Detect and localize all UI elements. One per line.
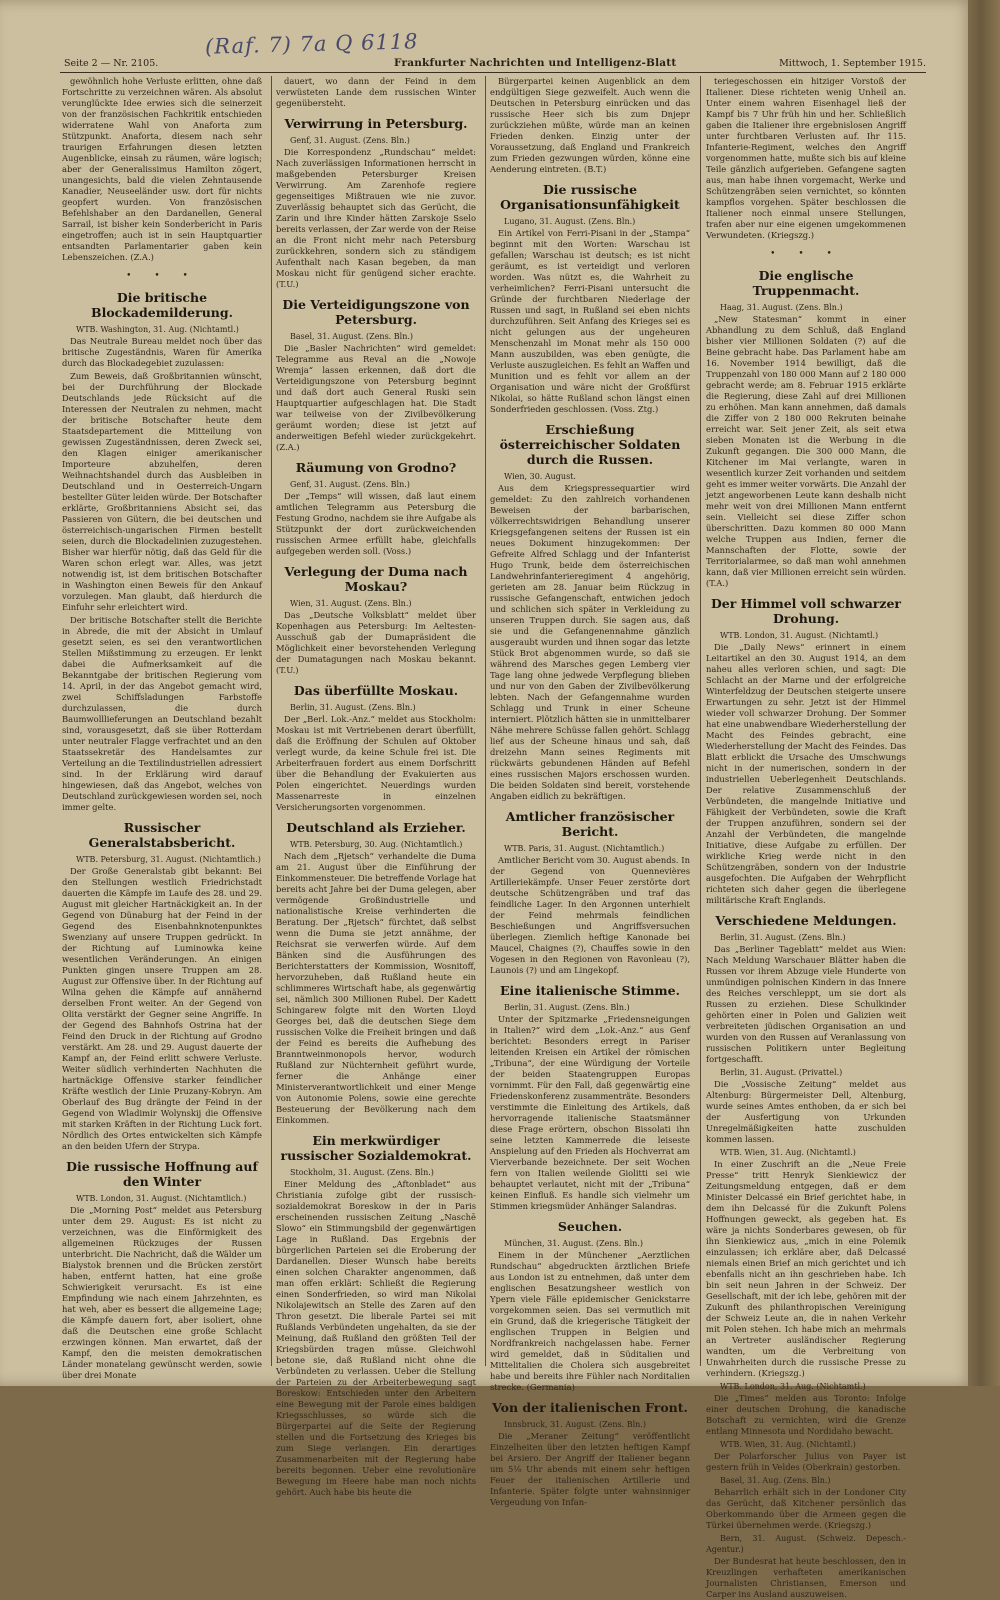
- article-text: Beharrlich erhält sich in der Londoner City das Gerücht, daß Kitchener persönlich das Oberkommando über die Armeen gegen die Türkei übernehmen werde. (Kriegszg.): [706, 1487, 906, 1530]
- headline: Das überfüllte Moskau.: [293, 683, 459, 698]
- headline: Erschießung österreichischer Soldaten durch die Russen.: [499, 422, 681, 467]
- dateline: Innsbruck, 31. August. (Zens. Bln.): [504, 1420, 646, 1429]
- headline: Russischer Generalstabsbericht.: [88, 820, 236, 850]
- handwritten-archive-note: (Raf. 7) 7a Q 6118: [204, 29, 419, 59]
- dateline: Basel, 31. August. (Zens. Bln.): [290, 332, 414, 341]
- article-text: teriegeschossen ein hitziger Vorstoß der Italiener. Diese richteten wenig Unheil an. Unter einem wahren Eisenhagel ließ der Kampf bis 7 Uhr früh hin und her. Schließlich gaben die Italiener ihre ergebnislosen Angriff unter furchtbaren Verlusten auf. Ihr 115. Infanterie-Regiment, welches den Angriff vorgenommen hatte, mußte sich bis auf kleine Teile gänzlich aufgerieben. Gefangene sagten aus, man habe ihnen vorgemacht, Werke und Schützengräben seien vernichtet, so könnten kampflos vorgehen. Später beschlossen die Italiener noch einmal unsere Stellungen, trafen aber nur eine eigenen umgekommenen Verwundeten. (Kriegszg.): [706, 76, 906, 240]
- headline: Eine italienische Stimme.: [500, 983, 680, 998]
- article-text: Ein Artikel von Ferri-Pisani in der „Stampa“ beginnt mit den Worten: Warschau ist gefallen; Warschau ist deutsch; es ist nicht geräumt, es ist verteidigt und verloren worden. Was nützt es, die Wahrheit zu verheimlichen? Ferri-Pisani untersucht die Gründe der furchtbaren Niederlage der Russen und sagt, in Rußland sei eben nichts durchzuführen. Seit Anfang des Krieges sei es nicht gelungen aus der ungeheuren Menschenzahl im Monat mehr als 150 000 Mann auszubilden, was eben genügte, die Verluste auszugleichen. Es fehlt an Waffen und Munition und es fehlt vor allem an der Organisation und wäre nicht der Großfürst Nikolai, so hätte Rußland schon längst einen Sonderfrieden geschlossen. (Voss. Ztg.): [490, 228, 690, 414]
- dateline: WTB. Petersburg, 30. Aug. (Nichtamtlich.): [290, 840, 463, 849]
- article-text: Der „Temps“ will wissen, daß laut einem amtlichen Telegramm aus Petersburg die Festung Grodno, nachdem sie ihre Aufgabe als Stützpunkt der dort zurückweichenden russischen Armee erfüllt habe, gleichfalls aufgegeben werden soll. (Voss.): [276, 491, 476, 556]
- column-1: [62, 76, 262, 1380]
- column-4: [706, 76, 906, 1599]
- dateline: WTB. Wien, 31. Aug. (Nichtamtl.): [720, 1148, 856, 1157]
- article-text: Einer Meldung des „Aftonbladet“ aus Christiania zufolge gibt der russisch-sozialdemokrat Boreskow in der in Paris erscheinenden russischen Zeitung „Naschē Slowo“ ein Stimmungsbild der gegenwärtigen Lage in Rußland. Das Ergebnis der bürgerlichen Parteien sei die Eroberung der Dardanellen. Dieser Wunsch habe bereits einen solchen Charakter angenommen, daß man offen erklärt: Schließt die Regierung einen Sonderfrieden, so wird man Nikolai Nikolajewitsch an Stelle des Zaren auf den Thron gesetzt. Die liberale Partei sei mit Rußlands Verbündeten ungehalten, da sie der Meinung, daß Rußland den größten Teil der Kriegsbürden tragen müsse. Gleichwohl betone sie, daß Rußland nicht ohne die Verbündeten zu verlassen. Ueber die Stellung der Parteien zu der Arbeiterbewegung sagt Boreskow: Entschieden unter den Arbeitern eine Bewegung mit der Parole eines baldigen Kriegsschlusses, so würde sich die Bürgerpartei auf die Seite der Regierung stellen und die Fortsetzung des Krieges bis zum Siege verlangen. Ein derartiges Zusammenarbeiten mit der Regierung habe bereits begonnen. Ueber eine revolutionäre Bewegung im Heere habe man noch nichts gehört. Auch habe bis heute die: [276, 1179, 476, 1497]
- dateline: Berlin, 31. August. (Privattel.): [720, 1068, 843, 1077]
- newspaper-title: Frankfurter Nachrichten und Intelligenz-Blatt: [394, 57, 677, 69]
- dateline: Genf, 31. August. (Zens. Bln.): [290, 136, 410, 145]
- article-text: In einer Zuschrift an die „Neue Freie Presse“ tritt Henryk Sienkiewicz der Zeitungsmeldung entgegen, daß er dem Minister Delcassé ein Brief gerichtet habe, in dem ihn Delcassé für die Zukunft Polens Hoffnungen geweckt, als gegeben hat. Es wäre ja nichts Sonderbares gewesen, ob für ihn Sienkiewicz aus, „mich in eine Polemik einzulassen; ich erkläre aber, daß Delcassé niemals einen Brief an mich gerichtet und ich ebenfalls nicht an ihn geschrieben habe. Ich bin seit neun Jahren in der Schweiz. Der Gesellschaft, mit der ich lebe, gehören mit der Zukunft des philanthropischen Vereinigung der Schweiz Leute an, die in nahen Verkehr mit Polen stehen. Ich habe mich an mehrmals an Vertreter ausländischer Regierung wandten, um die Verbreitung von Unwahrheiten durch die russische Presse zu verhindern. (Kriegszg.): [706, 1159, 906, 1378]
- dateline: Wien, 30. August.: [504, 472, 576, 481]
- article-text: Der Polarforscher Julius von Payer ist gestern früh in Veldes (Oberkrain) gestorben.: [706, 1451, 906, 1472]
- article-text: Das Neutrale Bureau meldet noch über das britische Zugeständnis, Waren für Amerika durch das Blockadegebiet zuzulassen:: [62, 336, 262, 368]
- article-text: Das „Berliner Tageblatt“ meldet aus Wien: Nach Meldung Warschauer Blätter haben die Russen vor ihrem Abzuge viele Hunderte von unmündigen polnischen Kindern in das Innere des Reiches verschleppt, um sie dort als Russen zu erziehen. Diese Schulkinder gehörten einer in Polen und Galizien weit verbreiteten jüdischen Organisation an und wurden von den Russen auf Veranlassung von russischen Politikern unter Begleitung fortgeschafft.: [706, 944, 906, 1064]
- article-text: Bürgerpartei keinen Augenblick an dem endgültigen Siege gezweifelt. Auch wenn die Deutschen in Petersburg einrücken und das russische Heer sich bis zum Dnjepr zurückziehen müßte, würde man an keinen Frieden denken. Einzig unter der Voraussetzung, daß England und Frankreich zum Frieden gezwungen würden, könne eine Aenderung eintreten. (B.T.): [490, 76, 690, 174]
- article-text: Der Bundesrat hat heute beschlossen, den in Kreuzlingen verhafteten amerikanischen Journalisten Christiansen, Emerson und Carper ins Ausland auszuweisen.: [706, 1556, 906, 1599]
- dateline: Wien, 31. August. (Zens. Bln.): [290, 599, 412, 608]
- dateline: WTB. Washington, 31. Aug. (Nichtamtl.): [76, 325, 239, 334]
- dateline: WTB. London, 31. Aug. (Nichtamtl.): [720, 1382, 866, 1391]
- article-text: Der „Berl. Lok.-Anz.“ meldet aus Stockholm: Moskau ist mit Vertriebenen derart überfüllt, daß die Eröffnung der Schulen auf Oktober verlegt wurde, da keine Schule frei ist. Die Arbeiterfrauen fordert aus einem Dorfschritt über die Behandlung der Evakuierten aus Polen eingerichtet. Neuerdings wurden Massenarreste in einzelnen Versicherungsorten vorgenommen.: [276, 714, 476, 812]
- article-text: gewöhnlich hohe Verluste erlitten, ohne daß Fortschritte zu verzeichnen wären. Als absolut verunglückte Idee erwies sich die seinerzeit von der französischen Fachkritik entschieden widerratene Wahl von Anaforta zum Stützpunkt. Anaforta, diesem nach sehr traurigen Erfahrungen diesen letzten Augenblicke, einsah zu räumen, wäre logisch; aber der Generalissimus Hamilton zögert, unangesichts, bald die vielen Zehntausende Kanadier, Neuseeländer usw. dort für nichts geopfert wurden. Von französischen Befehlshaber an den Dardanellen, General Sarrail, ist bisher kein Sonderbericht in Paris eingetroffen; auch ist in sein Hauptquartier entsandten Parlamentarier gaben kein Lebenszeichen. (Z.A.): [62, 76, 262, 262]
- article-text: dauert, wo dann der Feind in dem verwüsteten Lande dem russischen Winter gegenübersteht.: [276, 76, 476, 108]
- headline: Verlegung der Duma nach Moskau?: [284, 564, 468, 594]
- article-text: „New Statesman“ kommt in einer Abhandlung zu dem Schluß, daß England bisher vier Millionen Soldaten (?) auf die Beine gebracht habe. Das Parlament habe am 16. November 1914 bewilligt, daß die Truppenzahl von 180 000 Mann auf 2 180 000 gebracht werde; am 8. Februar 1915 erklärte die Regierung, diese Zahl auf drei Millionen zu erhöhen. Man kann annehmen, daß damals die Ziffer von 2 180 000 Rekruten beinahe erreicht war. Seit jener Zeit, als seit etwa sieben Monaten ist die Werbung in die Zukunft gegangen. Die 300 000 Mann, die Kitchener im Mai verlangte, waren in wesentlich kurzer Zeit vorhanden und seitdem geht es immer weiter vorwärts. Die Anzahl der jetzt angeworbenen Leute kann deshalb nicht mehr weit von drei Millionen Mann entfernt sein. Vielleicht sei diese Ziffer schon überschritten. Dazu kommen 80 000 Mann welche Truppen aus Indien, ferner die Mannschaften der Flotte, sowie der Territorialarmee, so daß man wohl annehmen kann, daß vier Millionen erreicht sein würden. (T.A.): [706, 314, 906, 588]
- dateline: Berlin, 31. August. (Zens. Bln.): [290, 703, 416, 712]
- dateline: Stockholm, 31. August. (Zens. Bln.): [290, 1168, 434, 1177]
- headline: Die britische Blockademilderung.: [91, 290, 233, 320]
- headline: Die russische Hoffnung auf den Winter: [66, 1159, 258, 1189]
- dateline: WTB. London, 31. August. (Nichtamtl.): [720, 631, 879, 640]
- dateline: Genf, 31. August. (Zens. Bln.): [290, 480, 410, 489]
- article-text: Die „Vossische Zeitung“ meldet aus Altenburg: Bürgermeister Dell, Altenburg, wurde seines Amtes enthoben, da er sich bei der Ausfertigung von Urkunden Unregelmäßigkeiten hatte zuschulden kommen lassen.: [706, 1079, 906, 1144]
- headline: Die englische Truppenmacht.: [752, 268, 860, 298]
- headline: Von der italienischen Front.: [492, 1400, 688, 1415]
- binding-edge: [968, 0, 1000, 1386]
- headline: Verschiedene Meldungen.: [715, 913, 897, 928]
- article-text: Die „Meraner Zeitung“ veröffentlicht Einzelheiten über den letzten heftigen Kampf bei Arsiero. Der Angriff der Italiener begann um 5⅛ Uhr abends mit einem sehr heftigen Feuer der italienischen Artillerie und Infanterie. Später folgte unter wahnsinniger Vergeudung von Infan-: [490, 1431, 690, 1507]
- article-text: Unter der Spitzmarke „Friedensneigungen in Italien?“ wird dem „Lok.-Anz.“ aus Genf berichtet: Besonders erregt in Pariser leitenden Kreisen ein Artikel der römischen „Tribuna“, der eine Würdigung der Vorteile der beiden Staatengruppen Europas vornimmt. Für den Fall, daß gegenwärtig eine Friedenskonferenz zusammenträte. Besonders verstimmte die Einleitung des Artikels, daß hervorragende italienische Staatsmänner diese Frage erörtern, obschon Bissolati ihn seine letzten Kammerrede die leiseste Anspielung auf den Frieden als Hochverrat am Vierverbande bezeichnete. Der seit Wochen fern von Italien weilende Giolitti sei wie behauptet verlautet, nicht mit der „Tribuna“ keinen Einfluß. Es handle sich vielmehr um Stimmen kriegsmüder Anhänger Salandras.: [490, 1014, 690, 1211]
- separator: • • •: [126, 271, 198, 281]
- dateline: Haag, 31. August. (Zens. Bln.): [720, 303, 843, 312]
- article-text: Die „Daily News“ erinnert in einem Leitartikel an den 30. August 1914, an dem naheu alles verloren schien, und sagt: Die Schlacht an der Marne und der erfolgreiche Winterfeldzug der Deutschen steigerte unsere Erwartungen zu sehr. Jetzt ist der Himmel wieder voll schwarzer Drohung. Der Sommer hat eine unabwendbare Wiederherstellung der Macht des Feindes gebracht, eine Wiederherstellung der Macht des Feindes. Das Blatt erblickt die Ursache des Umschwungs nicht in der numerischen, sondern in der industriellen Ueberlegenheit Deutschlands. Der relative Zusammenschluß der Verbündeten, die mangelnde Initiative und Fähigkeit der Verbündeten, sowie die Kraft der Truppen anzuführen, sondern sei der Anzahl der Verbündeten, die mangelnde Initiative, diese Aufgabe zu erfüllen. Der wirkliche Krieg werde nicht in den Schützengräben, sondern von der Industrie ausgefochten. Die Aufgaben der Wehrpflicht richteten sich daher gegen die überlegene militärische Kraft Englands.: [706, 642, 906, 905]
- column-rule: [485, 76, 486, 1366]
- header-rule: [60, 72, 926, 73]
- article-text: Das „Deutsche Volksblatt“ meldet über Kopenhagen aus Petersburg: Im Aeltesten-Ausschuß gab der Dumapräsident die Möglichkeit einer bevorstehenden Verlegung der Dumatagungen nach Moskau bekannt. (T.U.): [276, 610, 476, 675]
- article-text: Die Korrespondenz „Rundschau“ meldet: Nach zuverlässigen Informationen herrscht in maßgebenden Petersburger Kreisen Verwirrung. Am Zarenhofe regiere gegenseitiges Mißtrauen wie nie zuvor. Zuverlässig behauptet sich das Gerücht, die Zarin und ihre Kinder hätten Zarskoje Sselo bereits verlassen, der Zar werde von der Reise an die Front nicht mehr nach Petersburg zurückkehren, sondern sich zu ständigem Aufenthalt nach Kasan begeben, da man Moskau nicht für genügend sicher erachte. (T.U.): [276, 147, 476, 289]
- dateline: WTB. Paris, 31. August. (Nichtamtlich.): [504, 844, 665, 853]
- dateline: WTB. Petersburg, 31. August. (Nichtamtlich.): [76, 855, 261, 864]
- dateline: Bern, 31. August. (Schweiz. Depesch.-Agentur.): [706, 1534, 906, 1554]
- column-rule: [271, 76, 272, 1366]
- headline: Die russische Organisationsunfähigkeit: [500, 182, 680, 212]
- headline: Seuchen.: [557, 1219, 623, 1234]
- separator: • • •: [770, 249, 842, 259]
- article-text: Der britische Botschafter stellt die Berichte in Abrede, die mit der Absicht in Umlauf gesetzt seien, es sei den verantwortlichen Stellen Mißstimmung zu erzeugen. Er lenkt dabei die Aufmerksamkeit auf die Bekanntgabe der britischen Regierung vom 14. April, in der das Angebot gemacht wird, zwei Schiffsladungen Farbstoffe durchzulassen, die durch Baumwolllieferungen an Deutschland bezahlt sind, vorausgesetzt, daß sie über Rotterdam unter neutraler Flagge verfrachtet und an den Staatssekretär des Handelsamtes zur Verteilung an die Textilindustriellen adressiert sind. In der Erklärung wird darauf hingewiesen, daß das Angebot, welches von Deutschland zurückgewiesen worden sei, noch immer gelte.: [62, 615, 262, 812]
- article-text: Die „Morning Post“ meldet aus Petersburg unter dem 29. August: Es ist nicht zu verzeichnen, was die Einförmigkeit des allgemeinen Rückzuges der Russen unterbricht. Die Nachricht, daß die Wälder um Bialystok brennen und die Brücken zerstört haben, entfernt hatten, hat eine große Schwierigkeit verursacht. Es ist eine Empfindung wie nach einem Jahrzehnten, es hat weh, aber es bessert die allgemeine Lage; die Kämpfe dauern fort, aber isoliert, ohne daß die Deutschen eine große Schlacht erzwingen können. Man erwartet, daß der Kampf, den die meisten demokratischen Länder monatelang gewünscht werden, sowie über drei Monate: [62, 1205, 262, 1380]
- dateline: Berlin, 31. August. (Zens. Bln.): [504, 1003, 630, 1012]
- headline: Deutschland als Erzieher.: [286, 820, 466, 835]
- dateline: München, 31. August. (Zens. Bln.): [504, 1239, 643, 1248]
- article-text: Der Große Generalstab gibt bekannt: Bei den Stellungen westlich Friedrichstadt dauerten die Kämpfe im Laufe des 28. und 29. August mit gleicher Hartnäckigkeit an. In der Gegend von Dünaburg hat der Feind in der Gegend des Eisenbahnknotenpunktes Swenziany auf unsere Truppen gedrückt. In der Richtung auf Luminowka keine wesentlichen Veränderungen. An einigen Punkten gingen unsere Truppen am 28. August zur Offensive über. In der Richtung auf Wilna gehen die Kämpfe auf annähernd derselben Front weiter. An der Gegend von Olita verstärkt der Gegner seine Angriffe. In der Gegend des Bahnhofs Ostrina hat der Feind den Druck in der Richtung auf Grodno verstärkt. Am 28. und 29. August dauerte der Kampf an, der Feind erlitt schwere Verluste. Weiter südlich verhinderten Nachhuten die hartnäckige Offensive starker feindlicher Kräfte westlich der Linie Pruzany-Kobryn. Am Oberlauf des Bug drängte der Feind in der Gegend von Wladimir Wolynskij die Offensive mit starken Kräften in der Richtung Luck fort. Nördlich des Ortes entwickelten sich Kämpfe an den beiden Ufern der Strypa.: [62, 866, 262, 1151]
- column-2: [276, 76, 476, 1497]
- dateline: WTB. Wien, 31. Aug. (Nichtamtl.): [720, 1440, 856, 1449]
- article-text: Zum Beweis, daß Großbritannien wünscht, bei der Durchführung der Blockade Deutschlands jede Rücksicht auf die Interessen der Neutralen zu nehmen, macht der britische Botschafter heute dem Staatsdepartement die Mitteilung von gewissen Zugeständnissen, deren Zweck sei, den Klagen einiger amerikanischer Importeure abzuhelfen, deren Weihnachtshandel durch das Ausbleiben in Deutschland und in Oesterreich-Ungarn bestellter Güter leiden würde. Der Botschafter erklärte, Großbritanniens Absicht sei, das Passieren von Gütern, die bei deutschen und österreichisch-ungarischen Firmen bestellt seien, durch die Blockadelinien zuzugestehen. Bisher war hierfür nötig, daß das Geld für die Waren schon erlegt war. Alles, was jetzt notwendig ist, ist dem britischen Botschafter in Washington einen Beweis für den Ankauf vorzulegen. Man glaubt, daß hierdurch die Einfuhr sehr erleichtert wird.: [62, 371, 262, 612]
- dateline: Basel, 31. Aug. (Zens. Bln.): [720, 1476, 831, 1485]
- headline: Die Verteidigungszone von Petersburg.: [282, 297, 470, 327]
- headline: Räumung von Grodno?: [295, 460, 457, 475]
- article-text: Einem in der Münchener „Aerztlichen Rundschau“ abgedruckten ärztlichen Briefe aus London ist zu entnehmen, daß unter dem englischen Besatzungsheer westlich von Ypern viele Fälle epidemischer Genickstarre vorgekommen seien. Das sei vermutlich mit ein Grund, daß die kriegerische Tätigkeit der englischen Truppen in Belgien und Nordfrankreich nachgelassen habe. Ferner wird gemeldet, daß in Süditalien und Mittelitalien die Cholera sich ausgebreitet habe und bereits ihre Fühler nach Norditalien strecke. (Germania): [490, 1250, 690, 1392]
- article-text: Die „Basler Nachrichten“ wird gemeldet: Telegramme aus Reval an die „Nowoje Wremja“ lassen erkennen, daß dort die Verteidigungszone von Petersburg beginnt und daß dort auch General Ruski sein Hauptquartier aufgeschlagen hat. Die Stadt war teilweise von der Zivilbevölkerung geräumt worden; diese ist jetzt auf anderweitigen Befehl wieder zurückgekehrt. (Z.A.): [276, 343, 476, 452]
- article-text: Nach dem „Rjetsch“ verhandelte die Duma am 21. August über die Einführung der Einkommensteuer. Die betreffende Vorlage hat bereits acht Jahre bei der Duma gelegen, aber vermögende Großindustrielle und nationalistische Kreise verhinderten die Beratung. Der „Rjetsch“ fürchtet, daß selbst wenn die Duma sie jetzt annähme, der Reichsrat sie verwerfen würde. Auf dem Bänken sind die Ausführungen des Berichterstatters der Kommission, Wosnitoff, hervorzuheben, daß Rußland heute ein schlimmeres Wirtschaft habe, als gegenwärtig sei, nämlich 300 Millionen Rubel. Der Kadett Schingarew folgte mit den Worten Lloyd Georges bei, daß die deutschen Siege dem russischen Volke die Freiheit bringen und daß der Feind es bereits die Aufhebung des Branntweinmonopols hervor, wodurch Rußland zur Nüchternheit geführt wurde, ferner die Anhänge einer Ministerverantwortlichkeit und einer Menge von Autonomie Polens, sowie eine gerechte Besteuerung der Bevölkerung nach dem Einkommen.: [276, 851, 476, 1125]
- issue-date: Mittwoch, 1. September 1915.: [779, 58, 926, 69]
- article-text: Amtlicher Bericht vom 30. August abends. In der Gegend von Quennevières Artilleriekämpfe. Unser Feuer zerstörte dort deutsche Schützengräben und traf das feindliche Lager. In den Argonnen unterhielt der Feind mehrmals feindlichen Beschießungen und Angriffsversuchen überlegen. Ziemlich heftige Kanonade bei Maucel, Chaignes (?), Chauffes sowie in den Vogesen in den Regionen von Ravonleau (?), Launois (?) und am Lingekopf.: [490, 855, 690, 975]
- dateline: Lugano, 31. August. (Zens. Bln.): [504, 217, 636, 226]
- dateline: WTB. London, 31. August. (Nichtamtlich.): [76, 1194, 247, 1203]
- page-header: [64, 54, 926, 74]
- headline: Der Himmel voll schwarzer Drohung.: [710, 596, 902, 626]
- headline: Verwirrung in Petersburg.: [284, 116, 468, 131]
- column-rule: [700, 76, 701, 1366]
- column-3: [490, 76, 690, 1507]
- article-text: Die „Times“ melden aus Toronto: Infolge einer deutschen Drohung, die kanadische Botschaft zu vernichten, wird die Grenze entlang Minnesota und Nordidaho bewacht.: [706, 1393, 906, 1436]
- headline: Ein merkwürdiger russischer Sozialdemokrat.: [280, 1133, 472, 1163]
- headline: Amtlicher französischer Bericht.: [505, 809, 675, 839]
- dateline: Berlin, 31. August. (Zens. Bln.): [720, 933, 846, 942]
- article-text: Aus dem Kriegspressequartier wird gemeldet: Zu den zahlreich vorhandenen Beweisen der barbarischen, völkerrechtswidrigen Behandlung unserer Kriegsgefangenen seitens der Russen ist ein neues Dokument hinzugekommen: Der Gefreite Alfred Schlagg und der Infanterist Hugo Trunk, beide dem österreichischen Landwehrinfanterieregiment 4 angehörig, gerieten am 28. Januar beim Rückzug in russische Gefangenschaft, entwichen jedoch und schlichen sich später in Verkleidung zu unseren Truppen durch. Sie sagen aus, daß sie und die Gefangenennahme gänzlich ausgeraubt wurden und ihnen sogar das letzte Stück Brot abgenommen wurde, so daß sie während des Marsches gegen Lemberg vier Tage lang ohne jedwede Verpflegung blieben und nur von den Gaben der Zivilbevölkerung lebten. Nach der Gefangennahme wurden Schlagg und Trunk in einer Scheune interniert. Plötzlich hätten sie in unmittelbarer Nähe mehrere Schüsse fallen gehört. Schlagg lief aus der Scheune hinaus und sah, daß dreizehn Mann seines Regiments mit rückwärts gebundenen Händen auf Befehl eines russischen Majors erschossen wurden. Die beiden Soldaten sind bereit, vorstehende Angaben eidlich zu bekräftigen.: [490, 483, 690, 801]
- page-number: Seite 2 — Nr. 2105.: [64, 58, 159, 69]
